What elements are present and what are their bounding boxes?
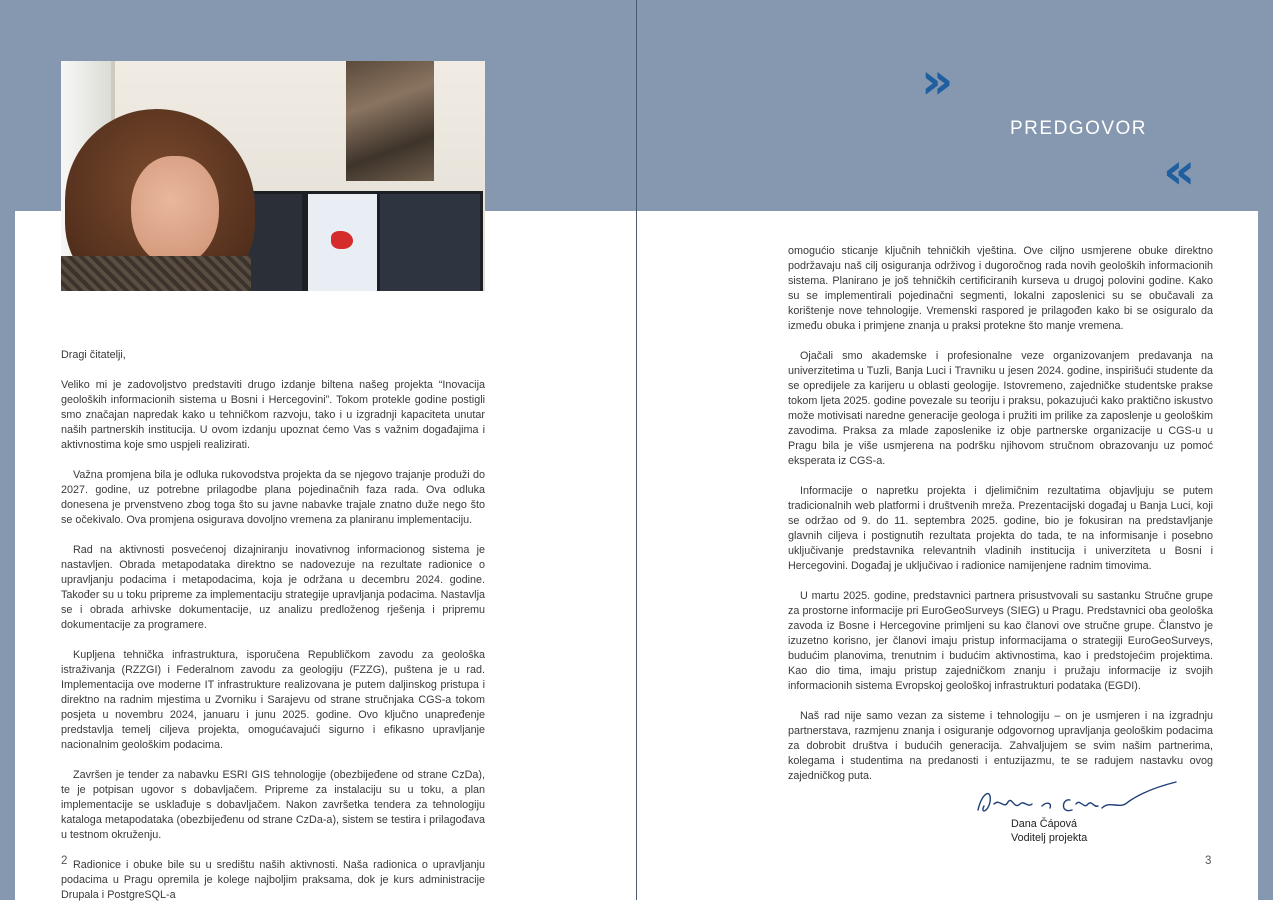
left-page-margin <box>0 211 15 900</box>
paragraph: Rad na aktivnosti posvećenoj dizajniranju inovativnog informacionog sistema je nastavljen. Obrada metapodataka direktno se nadovezuje na rezultate radionice o upravljanju podacima i metapodacima, koja je održana u decembru 2024. godine. Također su u toku pripreme za implementaciju strategije upravljanja podacima. Nastavlja se i obrada arhivske dokumentacije, uz analizu predloženog rješenja i pripremu dokumentacije za programere. <box>61 544 485 631</box>
paragraph: Završen je tender za nabavku ESRI GIS tehnologije (obezbijeđene od strane CzDa), te je potpisan ugovor s dobavljačem. Pripreme za instalaciju su u toku, a plan implementacije se usklađuje s dobavljačem. Nakon završetka tendera za tehnologiju kataloga metapodataka (obezbijeđenu od strane CzDa-a), sistem se testira i prilagođava u testnom okruženju. <box>61 769 485 841</box>
paragraph: Važna promjena bila je odluka rukovodstva projekta da se njegovo trajanje produži do 2027. godine, uz potrebne prilagodbe plana pojedinačnih faza rada. Ova odluka donesena je prvenstveno zbog toga što su javne nabavke trajale znatno duže nego što se očekivalo. Ova promjena osigurava dovoljno vremena za planiranu implementaciju. <box>61 469 485 526</box>
paragraph: Veliko mi je zadovoljstvo predstaviti drugo izdanje biltena našeg projekta “Inovacija geoloških informacionih sistema u Bosni i Hercegovini”. Tokom protekle godine postigli smo značajan napredak kako u tehničkom razvoju, tako i u izgradnji kapaciteta unutar naših partnerskih institucija. U ovom izdanju upoznat ćemo Vas s važnim događajima i aktivnostima koje smo uspjeli realizirati. <box>61 379 485 451</box>
double-chevron-right-icon: » <box>921 52 954 110</box>
paragraph: Naš rad nije samo vezan za sisteme i tehnologiju – on je usmjeren i na izgradnju partnerstava, razmjenu znanja i osiguranje odgovornog upravljanja geološkim podacima za dobrobit društva i budućih generacija. Zahvaljujem se svim našim partnerima, kolegama i studentima na predanosti i entuzijazmu, te se radujem nastavku ovog zajedničkog puta. <box>788 710 1213 782</box>
paragraph: Informacije o napretku projekta i djelimičnim rezultatima objavljuju se putem tradicionalnih web platformi i društvenih mreža. Prezentacijski događaj u Banja Luci, koji se održao od 9. do 11. septembra 2025. godine, bio je fokusiran na predstavljanje glavnih ciljeva i postignutih rezultata projekta do tada, te na informisanje i posebno uključivanje predstavnika relevantnih vladinih institucija i univerziteta u Bosni i Hercegovini. Događaj je uključivao i radionice namijenjene radnim timovima. <box>788 485 1213 572</box>
right-page-margin <box>1258 211 1273 900</box>
salutation: Dragi čitatelji, <box>61 349 126 361</box>
page-spine <box>636 0 637 900</box>
handwritten-signature <box>970 780 1190 820</box>
paragraph: U martu 2025. godine, predstavnici partnera prisustvovali su sastanku Stručne grupe za prostorne informacije pri EuroGeoSurveys (SIEG) u Pragu. Predstavnici oba geološka zavoda iz Bosne i Hercegovine primljeni su kao članovi ove stručne grupe. Članstvo je izuzetno korisno, jer članovi imaju pristup informacijama o strategiji EuroGeoSurveys, budućim planovima, trenutnim i budućim aktivnostima, kao i predstojećim projektima. Kao dio tima, imaju pristup zajedničkom znanju i pružaju informacije iz svojih informacionih sistema Evropskoj geološkoj infrastrukturi podataka (EGDI). <box>788 590 1213 692</box>
paragraph: Ojačali smo akademske i profesionalne veze organizovanjem predavanja na univerzitetima u Tuzli, Banja Luci i Travniku u jesen 2024. godine, inspirišući studente da se opredijele za karijeru u oblasti geologije. Istovremeno, zajedničke studentske prakse tokom ljeta 2025. godine povezale su teoriju i praksu, pokazujući kako praktično iskustvo može motivisati naredne generacije geologa i pružiti im prilike za zaposlenje u geološkim zavodima. Praksa za mlade zaposlenike iz obje partnerske organizacije u CGS-u u Pragu bila je više usmjerena na podršku njihovom stručnom obrazovanju uz pomoć eksperata iz CGS-a. <box>788 350 1213 467</box>
paragraph: Radionice i obuke bile su u središtu naših aktivnosti. Naša radionica o upravljanju podacima u Pragu opremila je kolege najboljim praksama, dok je kurs administracije Drupala i PostgreSQL-a <box>61 859 485 901</box>
signature-role: Voditelj projekta <box>1011 832 1088 844</box>
page-title: PREDGOVOR <box>1010 118 1148 139</box>
page-number-right: 3 <box>1205 855 1212 867</box>
page-number-left: 2 <box>61 855 68 867</box>
signature-name: Dana Čápová <box>1011 818 1078 830</box>
double-chevron-left-icon: « <box>1163 142 1196 200</box>
right-text-column <box>788 244 1213 799</box>
left-text-column <box>61 348 485 918</box>
cave-painting <box>346 61 434 181</box>
paragraph: Kupljena tehnička infrastruktura, isporučena Republičkom zavodu za geološka istraživanja (RZZGI) i Federalnom zavodu za geologiju (FZZG), puštena je u rad. Implementacija ove moderne IT infrastrukture realizovana je putem daljinskog pristupa i direktno na radnim mjestima u Zvorniku i Sarajevu od strane stručnjaka CGS-a tokom posjeta u novembru 2024, januaru i junu 2025. godine. Ovo ključno unapređenje predstavlja temelj ciljeva projekta, omogućavajući sigurno i efikasno upravljanje nacionalnim geološkim podacima. <box>61 649 485 751</box>
paragraph: omogućio sticanje ključnih tehničkih vještina. Ove ciljno usmjerene obuke direktno podržavaju naš cilj osiguranja održivog i dugoročnog rada novih geoloških informacionih sistema. Planirano je još tehničkih certificiranih kurseva u drugoj polovini godine. Kako su se implementirali pojedinačni segmenti, lokalni zaposlenici su se obučavali za korištenje nove tehnologije. Vremenski raspored je prilagođen kako bi se osiguralo da između obuka i primjene znanja u praksi protekne što manje vremena. <box>788 245 1213 332</box>
author-photo <box>61 61 485 291</box>
